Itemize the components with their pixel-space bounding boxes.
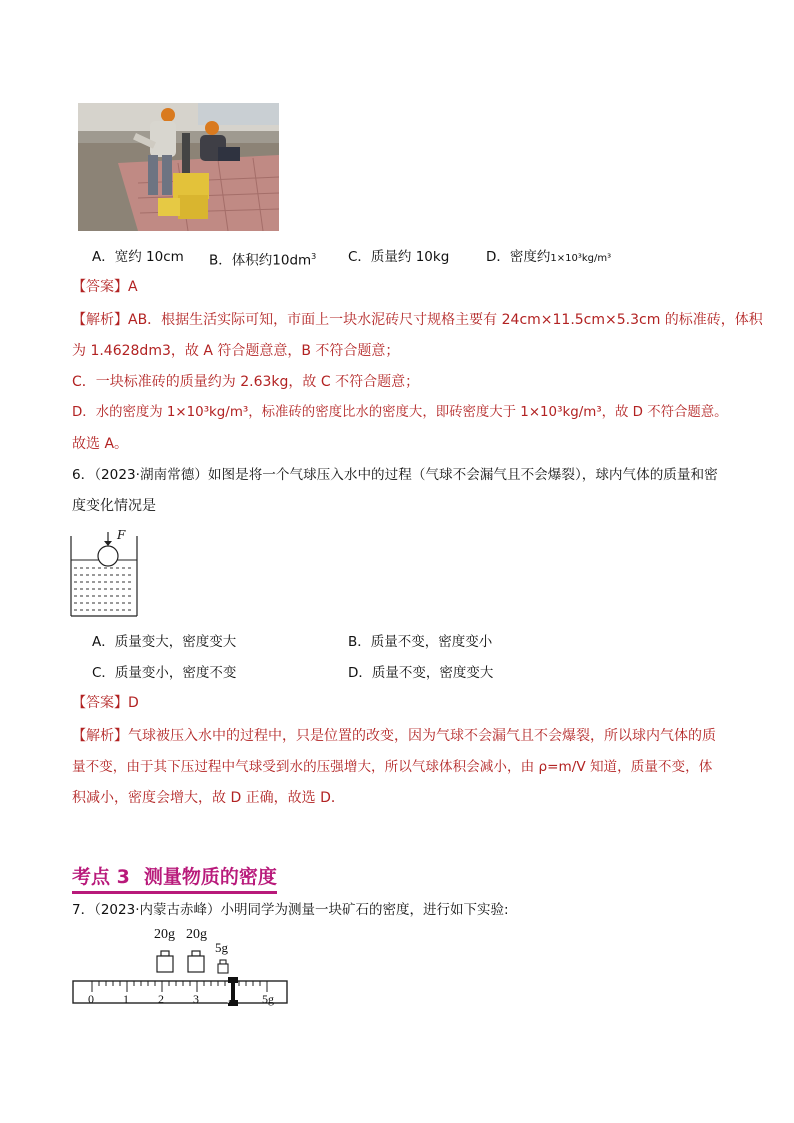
q5-analysis-line-1 [72,310,763,330]
q6-analysis-line-3: 积减小，密度会增大，故 D 正确，故选 D． [72,790,345,806]
section-title: 测量物质的密度 [143,866,277,888]
q5-option-d [486,247,611,269]
q6-option-a: A．质量变大，密度变大 [92,634,237,650]
q7-weight-label-2: 20g [186,927,207,942]
q5-analysis-line-3: C．一块标准砖的质量约为 2.63kg，故 C 不符合题意； [72,374,420,390]
q6-stem-line-2: 度变化情况是 [72,498,156,514]
q7-weight-label-3: 5g [215,940,228,955]
q7-weights-scale-figure [72,926,292,1008]
q5-answer-value: A [128,279,138,295]
q5-option-b-text: B．体积约10dm [209,252,312,269]
q6-answer-value: D [128,695,139,711]
q5-analysis-line-5: 故选 A。 [72,436,129,452]
q5-option-a: A．宽约 10cm [92,249,184,265]
q6-option-c: C．质量变小，密度不变 [92,665,237,681]
q7-scale-tick-4: 4 [224,992,230,1006]
q5-analysis-line-2: 为 1.4628dm3，故 A 符合题意意，B 不符合题意； [72,343,400,359]
q5-option-d-value: 1×10³kg/m³ [550,253,612,264]
q6-stem-line-1: 6．（2023·湖南常德）如图是将一个气球压入水中的过程（气球不会漏气且不会爆裂），球内气体的质量和密 [72,467,718,483]
q6-analysis-line-1 [72,726,716,746]
q7-weight-label-1: 20g [154,927,175,942]
q6-option-d: D．质量不变，密度变大 [348,665,494,681]
q6-answer [72,693,139,713]
q5-answer-label: 【答案】 [72,279,128,295]
q5-answer [72,277,138,297]
q5-analysis-text-1: AB．根据生活实际可知，市面上一块水泥砖尺寸规格主要有 24cm×11.5cm×5.3cm 的标准砖，体积 [128,312,763,328]
q7-scale-tick-5: 5g [262,992,274,1006]
q6-answer-label: 【答案】 [72,695,128,711]
q6-force-label: F [117,528,126,542]
q5-option-b-superscript: 3 [311,252,317,261]
q5-option-c: C．质量约 10kg [348,249,450,265]
q7-scale-tick-0: 0 [88,992,94,1006]
q6-analysis-line-2: 量不变，由于其下压过程中气球受到水的压强增大，所以气球体积会减小，由 ρ=m/V 知道，质量不变，体 [72,759,713,775]
q6-analysis-text-1: 气球被压入水中的过程中，只是位置的改变，因为气球不会漏气且不会爆裂，所以球内气体的质 [128,728,716,744]
paving-workers-photo [78,103,279,231]
q7-scale-tick-1: 1 [123,992,129,1006]
q5-analysis-line-4: D．水的密度为 1×10³kg/m³，标准砖的密度比水的密度大，即砖密度大于 1×10³kg/m³，故 D 不符合题意。 [72,405,728,420]
q6-analysis-label: 【解析】 [72,728,128,744]
q7-scale-tick-2: 2 [158,992,164,1006]
q5-analysis-label: 【解析】 [72,312,128,328]
q7-stem: 7．（2023·内蒙古赤峰）小明同学为测量一块矿石的密度，进行如下实验: [72,902,509,918]
q6-balloon-figure [68,528,140,618]
q7-scale-tick-3: 3 [193,992,199,1006]
section-heading [72,862,277,894]
q5-option-d-text: D．密度约 [486,249,551,265]
q6-option-b: B．质量不变，密度变小 [348,634,493,650]
section-number: 考点 3 [72,866,130,888]
q5-option-b [209,247,316,271]
